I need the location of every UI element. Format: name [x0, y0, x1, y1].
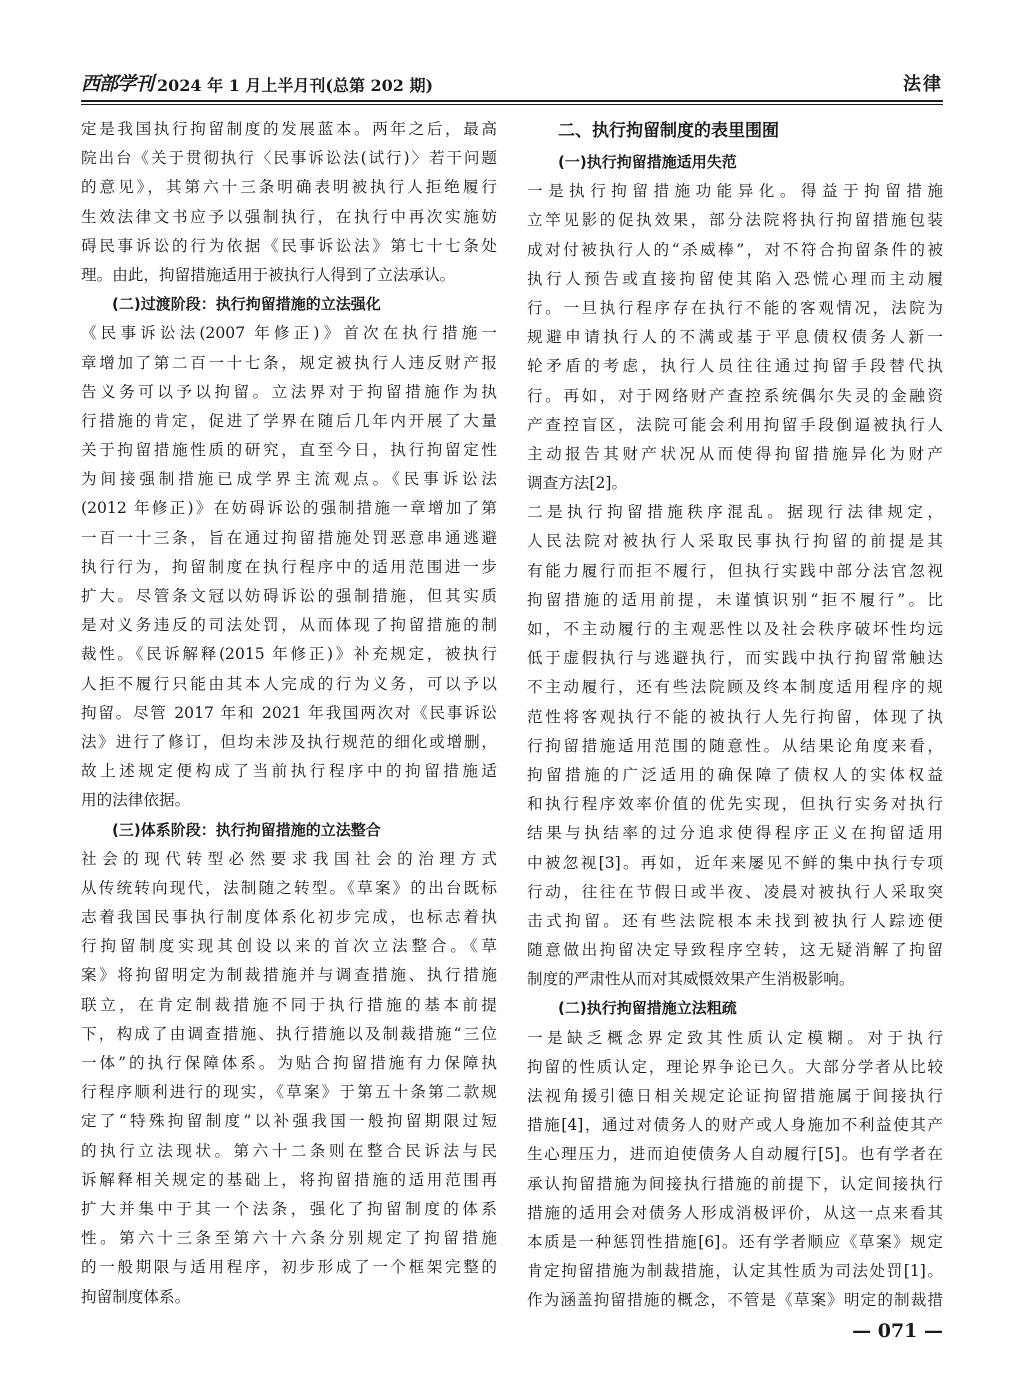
text-line: 不主动履行，还有些法院顾及终本制度适用程序的规 — [527, 678, 943, 697]
section-heading: (三)体系阶段：执行拘留措施的立法整合 — [112, 820, 381, 839]
text-line: 措施的适用会对债务人形成消极评价，从这一点来看其 — [527, 1203, 943, 1222]
text-line: 承认拘留措施为间接执行措施的前提下，认定间接执行 — [527, 1174, 943, 1193]
text-line: 行。再如，对于网络财产查控系统偶尔失灵的金融资 — [527, 386, 943, 405]
text-line: 拘留措施的广泛适用的确保障了债权人的实体权益 — [527, 765, 943, 784]
text-line: 一是执行拘留措施功能异化。得益于拘留措施 — [527, 182, 943, 201]
text-line: 理。由此，拘留措施适用于被执行人得到了立法承认。 — [81, 265, 456, 284]
header-left — [81, 69, 433, 96]
text-line: 行拘留制度实现其创设以来的首次立法整合。《草 — [81, 937, 497, 956]
text-line: 《民事诉讼法(2007 年修正)》首次在执行措施一 — [81, 324, 497, 343]
text-line: 志着我国民事执行制度体系化初步完成，也标志着执 — [81, 908, 497, 927]
text-line: 一是缺乏概念界定致其性质认定模糊。对于执行 — [527, 1028, 943, 1047]
text-line: 二是执行拘留措施秩序混乱。据现行法律规定， — [527, 503, 943, 522]
section-heading: 二、执行拘留制度的表里围囿 — [558, 121, 779, 141]
text-line: 拘留措施的适用前提，未谨慎识别“拒不履行”。比 — [527, 590, 943, 609]
text-line: 用的法律依据。 — [81, 791, 191, 810]
text-line: 中被忽视[3]。再如，近年来屡见不鲜的集中执行专项 — [527, 853, 943, 872]
text-line: 低于虚假执行与逃避执行，而实践中执行拘留常触达 — [527, 649, 943, 668]
text-line: 行动，往往在节假日或半夜、凌晨对被执行人采取突 — [527, 882, 943, 901]
text-line: 为间接强制措施已成学界主流观点。《民事诉讼法 — [81, 470, 497, 489]
section-label: 法律 — [903, 74, 943, 95]
text-line: 击式拘留。还有些法院根本未找到被执行人踪迹便 — [527, 911, 943, 930]
text-line: 范性将客观执行不能的被执行人先行拘留，体现了执 — [527, 707, 943, 726]
text-line: 院出台《关于贯彻执行〈民事诉讼法(试行)〉若干问题 — [81, 149, 497, 168]
text-line: 规避申请执行人的不满或基于平息债权债务人新一 — [527, 328, 943, 347]
text-line: 行措施的肯定，促进了学界在随后几年内开展了大量 — [81, 411, 497, 430]
text-line: 有能力履行而拒不履行，但执行实践中部分法官忽视 — [527, 561, 943, 580]
text-line: 定是我国执行拘留制度的发展蓝本。两年之后，最高 — [81, 120, 497, 138]
journal-name: 西部学刊 — [81, 73, 154, 95]
section-heading: (二)过渡阶段：执行拘留措施的立法强化 — [112, 295, 381, 314]
text-line: 生效法律文书应予以强制执行，在执行中再次实施妨 — [81, 207, 497, 226]
text-line: 性。第六十三条至第六十六条分别规定了拘留措施 — [81, 1229, 497, 1248]
text-line: 行。一旦执行程序存在执行不能的客观情况，法院为 — [527, 298, 943, 317]
text-line: 拘留。尽管 2017 年和 2021 年我国两次对《民事诉讼 — [81, 703, 497, 722]
running-header — [81, 62, 943, 96]
text-line: 社会的现代转型必然要求我国社会的治理方式 — [81, 849, 497, 868]
text-line: 作为涵盖拘留措施的概念，不管是《草案》明定的制裁措 — [527, 1291, 943, 1310]
text-line: 的意见》，其第六十三条明确表明被执行人拒绝履行 — [81, 178, 497, 197]
text-line: 和执行程序效率价值的优先实现，但执行实务对执行 — [527, 795, 943, 814]
text-line: 是对义务违反的司法处罚，从而体现了拘留措施的制 — [81, 616, 497, 635]
text-line: 轮矛盾的考虑，执行人员往往通过拘留手段替代执 — [527, 357, 943, 376]
text-line: 人民法院对被执行人采取民事执行拘留的前提是其 — [527, 532, 943, 551]
text-line: 拘留的性质认定，理论界争论已久。大部分学者从比较 — [527, 1057, 943, 1076]
text-line: 关于拘留措施性质的研究，直至今日，执行拘留定性 — [81, 441, 497, 460]
text-line: 拘留制度体系。 — [81, 1287, 191, 1306]
text-line: 调查方法[2]。 — [527, 474, 628, 493]
text-line: (2012 年修正)》在妨碍诉讼的强制措施一章增加了第 — [81, 499, 497, 518]
text-line: 联立，在肯定制裁措施不同于执行措施的基本前提 — [81, 995, 497, 1014]
header-rule-thin — [81, 104, 943, 105]
text-line: 结果与执结率的过分追求使得程序正义在拘留适用 — [527, 824, 943, 843]
text-line: 执行行为，拘留制度在执行程序中的适用范围进一步 — [81, 557, 497, 576]
left-column — [81, 115, 497, 1312]
section-heading: (一)执行拘留措施适用失范 — [558, 153, 737, 171]
issue-info: 2024 年 1 月上半月刊(总第 202 期) — [157, 76, 434, 95]
text-line: 故上述规定便构成了当前执行程序中的拘留措施适 — [81, 762, 497, 781]
text-line: 肯定拘留措施为制裁措施，认定其性质为司法处罚[1]。 — [527, 1262, 943, 1281]
text-line: 下，构成了由调查措施、执行措施以及制裁措施“三位 — [81, 1024, 497, 1043]
text-line: 一体”的执行保障体系。为贴合拘留措施有力保障执 — [81, 1054, 497, 1072]
text-line: 告义务可以予以拘留。立法界对于拘留措施作为执 — [81, 382, 497, 401]
text-line: 执行人预告或直接拘留使其陷入恐慌心理而主动履 — [527, 269, 943, 288]
section-heading: (二)执行拘留措施立法粗疏 — [558, 999, 737, 1018]
text-line: 成对付被执行人的“杀威棒”，对不符合拘留条件的被 — [527, 240, 943, 259]
text-line: 制度的严肃性从而对其威慑效果产生消极影响。 — [527, 970, 855, 989]
text-line: 案》将拘留明定为制裁措施并与调查措施、执行措施 — [81, 966, 497, 985]
text-line: 本质是一种惩罚性措施[6]。还有学者顺应《草案》规定 — [527, 1232, 943, 1251]
text-line: 的一般期限与适用程序，初步形成了一个框架完整的 — [81, 1258, 497, 1277]
header-rule — [81, 100, 943, 102]
text-line: 定了“特殊拘留制度”以补强我国一般拘留期限过短 — [81, 1112, 497, 1131]
text-line: 立竿见影的促执效果，部分法院将执行拘留措施包装 — [527, 211, 943, 230]
text-line: 如，不主动履行的主观恶性以及社会秩序破坏性均远 — [527, 620, 943, 638]
right-column — [527, 115, 943, 1316]
text-line: 碍民事诉讼的行为依据《民事诉讼法》第七十七条处 — [81, 236, 497, 255]
text-line: 人拒不履行只能由其本人完成的行为义务，可以予以 — [81, 674, 497, 693]
page-number: — 071 — — [852, 1320, 943, 1342]
text-line: 行程序顺利进行的现实，《草案》于第五十条第二款规 — [81, 1083, 497, 1102]
text-line: 措施[4]，通过对债务人的财产或人身施加不利益使其产 — [527, 1116, 943, 1135]
text-line: 裁性。《民诉解释(2015 年修正)》补充规定，被执行 — [81, 645, 497, 664]
text-line: 生心理压力，进而迫使债务人自动履行[5]。也有学者在 — [527, 1145, 943, 1164]
text-line: 行拘留措施适用范围的随意性。从结果论角度来看， — [527, 736, 943, 755]
text-line: 章增加了第二百一十七条，规定被执行人违反财产报 — [81, 353, 497, 372]
text-line: 从传统转向现代，法制随之转型。《草案》的出台既标 — [81, 878, 497, 897]
text-line: 一百一十三条，旨在通过拘留措施处罚恶意串通逃避 — [81, 528, 497, 547]
text-line: 产查控盲区，法院可能会利用拘留手段倒逼被执行人 — [527, 415, 943, 434]
text-line: 法》进行了修订，但均未涉及执行规范的细化或增删， — [81, 732, 497, 751]
text-line: 主动报告其财产状况从而使得拘留措施异化为财产 — [527, 444, 943, 463]
text-line: 扩大并集中于其一个法条，强化了拘留制度的体系 — [81, 1199, 497, 1218]
text-line: 法视角援引德日相关规定论证拘留措施属于间接执行 — [527, 1087, 943, 1105]
text-line: 诉解释相关规定的基础上，将拘留措施的适用范围再 — [81, 1170, 497, 1189]
text-line: 随意做出拘留决定导致程序空转，这无疑消解了拘留 — [527, 941, 943, 960]
text-line: 的执行立法现状。第六十二条则在整合民诉法与民 — [81, 1141, 497, 1160]
text-line: 扩大。尽管条文冠以妨碍诉讼的强制措施，但其实质 — [81, 587, 497, 605]
